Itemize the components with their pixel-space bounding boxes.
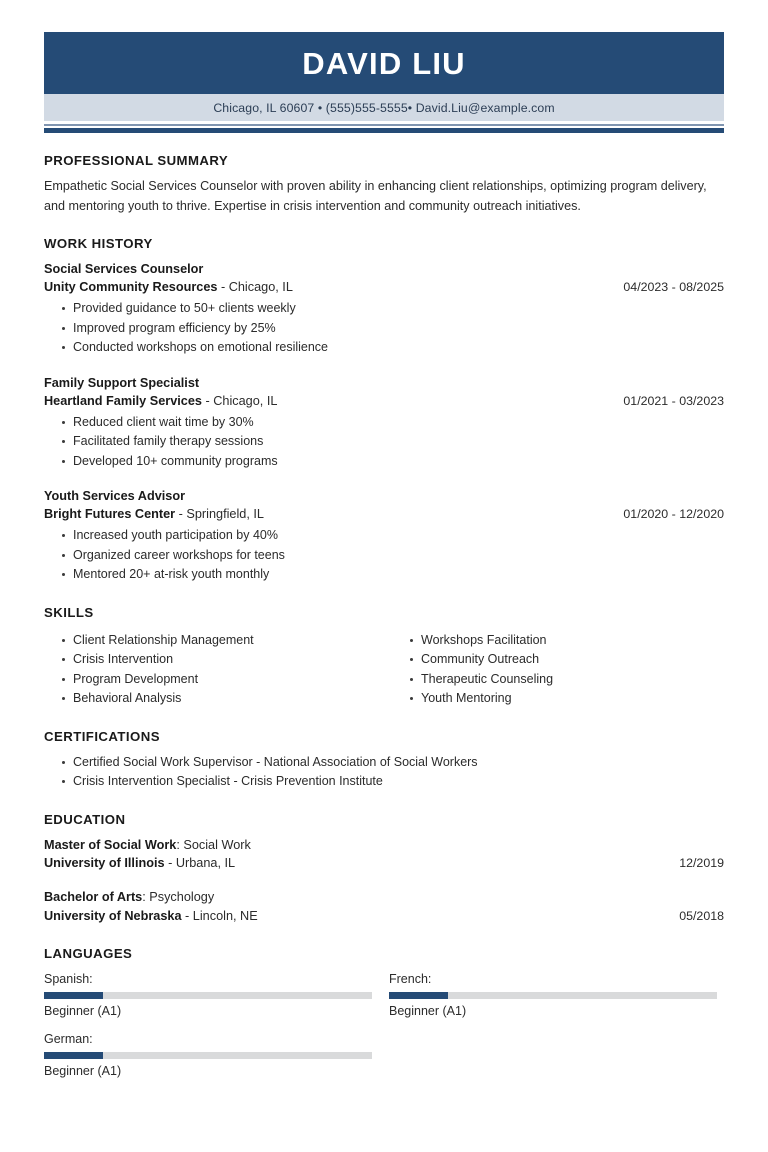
- skills-list-left: [44, 631, 384, 709]
- education-entry: [44, 888, 724, 926]
- education-entry: [44, 836, 724, 874]
- language-item: [44, 1030, 384, 1080]
- language-proficiency-bar: [44, 992, 372, 999]
- section-title-summary: PROFESSIONAL SUMMARY: [44, 153, 229, 168]
- language-proficiency-fill: [389, 992, 448, 999]
- education-location: - Urbana, IL: [164, 856, 236, 870]
- job-bullet: Provided guidance to 50+ clients weekly: [44, 299, 724, 319]
- education-degree: Bachelor of Arts: [44, 890, 143, 904]
- job-employer-name: Heartland Family Services: [44, 393, 202, 408]
- education-degree-row: [44, 888, 724, 907]
- job-title: Family Support Specialist: [44, 375, 200, 390]
- skill-item: Program Development: [44, 670, 384, 690]
- work-history-entry: [44, 374, 724, 472]
- education-degree-row: [44, 836, 724, 855]
- job-title: Youth Services Advisor: [44, 489, 186, 503]
- skill-item: Youth Mentoring: [392, 689, 724, 709]
- education-date: 05/2018: [679, 908, 724, 923]
- job-title: Social Services Counselor: [44, 262, 204, 276]
- job-employer-row: [44, 505, 724, 524]
- education-date: 12/2019: [679, 856, 724, 870]
- language-name: German:: [44, 1031, 93, 1046]
- language-level: Beginner (A1): [389, 1003, 467, 1018]
- job-dates: 04/2023 - 08/2025: [623, 280, 724, 294]
- language-proficiency-fill: [44, 1052, 103, 1059]
- work-history-entry: [44, 487, 724, 585]
- job-dates: 01/2021 - 03/2023: [623, 393, 724, 408]
- section-skills: [44, 605, 724, 709]
- job-bullet-list: [44, 526, 724, 585]
- work-history-entry: [44, 260, 724, 358]
- resume-header: [44, 32, 724, 133]
- job-bullet: Facilitated family therapy sessions: [44, 432, 724, 452]
- language-proficiency-bar: [44, 1052, 372, 1059]
- job-bullet: Increased youth participation by 40%: [44, 526, 724, 546]
- skill-item: Workshops Facilitation: [392, 631, 724, 651]
- job-bullet: Improved program efficiency by 25%: [44, 319, 724, 339]
- name-banner: [44, 32, 724, 94]
- language-name: French:: [389, 971, 432, 986]
- job-bullet-list: [44, 299, 724, 358]
- certifications-list: [44, 753, 724, 792]
- section-languages: [44, 946, 724, 1090]
- job-bullet-list: [44, 413, 724, 472]
- education-field: : Social Work: [176, 837, 251, 852]
- resume-content: [44, 32, 724, 1090]
- job-bullet: Developed 10+ community programs: [44, 452, 724, 472]
- job-employer-row: [44, 392, 724, 411]
- job-bullet: Reduced client wait time by 30%: [44, 413, 724, 433]
- language-proficiency-bar: [389, 992, 717, 999]
- languages-grid: [44, 970, 724, 1090]
- language-item: [384, 970, 724, 1020]
- job-employer-row: [44, 278, 724, 297]
- job-dates: 01/2020 - 12/2020: [623, 507, 724, 521]
- education-field: : Psychology: [142, 890, 215, 904]
- education-school-name: University of Nebraska: [44, 908, 182, 923]
- skill-item: Crisis Intervention: [44, 650, 384, 670]
- header-rule-thin: [44, 124, 724, 126]
- education-degree: Master of Social Work: [44, 837, 177, 852]
- education-school-row: [44, 854, 724, 873]
- contact-banner: [44, 94, 724, 121]
- contact-line: Chicago, IL 60607 • (555)555-5555• David.Liu@example.com: [213, 100, 555, 115]
- summary-paragraph: Empathetic Social Services Counselor with proven ability in enhancing client relationships, optimizing program delivery, and mentoring youth to thrive. Expertise in crisis intervention and community outreach initiatives.: [44, 179, 707, 213]
- job-location: - Springfield, IL: [175, 507, 264, 521]
- education-school: [44, 907, 258, 926]
- job-employer-name: Bright Futures Center: [44, 507, 176, 521]
- language-proficiency-fill: [44, 992, 103, 999]
- education-school: [44, 854, 235, 873]
- skills-columns: [44, 629, 724, 709]
- skill-item: Behavioral Analysis: [44, 689, 384, 709]
- language-level: Beginner (A1): [44, 1003, 122, 1018]
- certification-item: Certified Social Work Supervisor - National Association of Social Workers: [44, 753, 724, 773]
- skill-item: Community Outreach: [392, 650, 724, 670]
- education-school-name: University of Illinois: [44, 856, 165, 870]
- section-title-skills: SKILLS: [44, 604, 94, 620]
- job-employer-name: Unity Community Resources: [44, 280, 218, 294]
- skills-column-right: [384, 629, 724, 709]
- language-level: Beginner (A1): [44, 1063, 122, 1078]
- skills-list-right: [392, 631, 724, 709]
- skill-item: Therapeutic Counseling: [392, 670, 724, 690]
- job-bullet: Mentored 20+ at-risk youth monthly: [44, 565, 724, 585]
- education-school-row: [44, 907, 724, 926]
- section-education: [44, 812, 724, 926]
- certification-item: Crisis Intervention Specialist - Crisis Prevention Institute: [44, 772, 724, 792]
- skills-column-left: [44, 629, 384, 709]
- job-employer: [44, 392, 277, 411]
- section-work-history: [44, 236, 724, 585]
- candidate-name: DAVID LIU: [302, 45, 466, 81]
- section-title-certifications: CERTIFICATIONS: [44, 728, 160, 744]
- section-certifications: [44, 729, 724, 792]
- job-employer: [44, 278, 293, 297]
- section-title-education: EDUCATION: [44, 811, 126, 827]
- language-name: Spanish:: [44, 971, 93, 986]
- job-location: - Chicago, IL: [201, 393, 278, 408]
- skill-item: Client Relationship Management: [44, 631, 384, 651]
- section-title-work-history: WORK HISTORY: [44, 236, 153, 251]
- job-bullet: Organized career workshops for teens: [44, 546, 724, 566]
- job-bullet: Conducted workshops on emotional resilience: [44, 338, 724, 358]
- education-location: - Lincoln, NE: [181, 908, 258, 923]
- header-rule-thick: [44, 128, 724, 133]
- section-title-languages: LANGUAGES: [44, 945, 133, 961]
- language-item: [44, 970, 384, 1020]
- job-location: - Chicago, IL: [217, 280, 293, 294]
- section-professional-summary: [44, 153, 724, 216]
- job-employer: [44, 505, 264, 524]
